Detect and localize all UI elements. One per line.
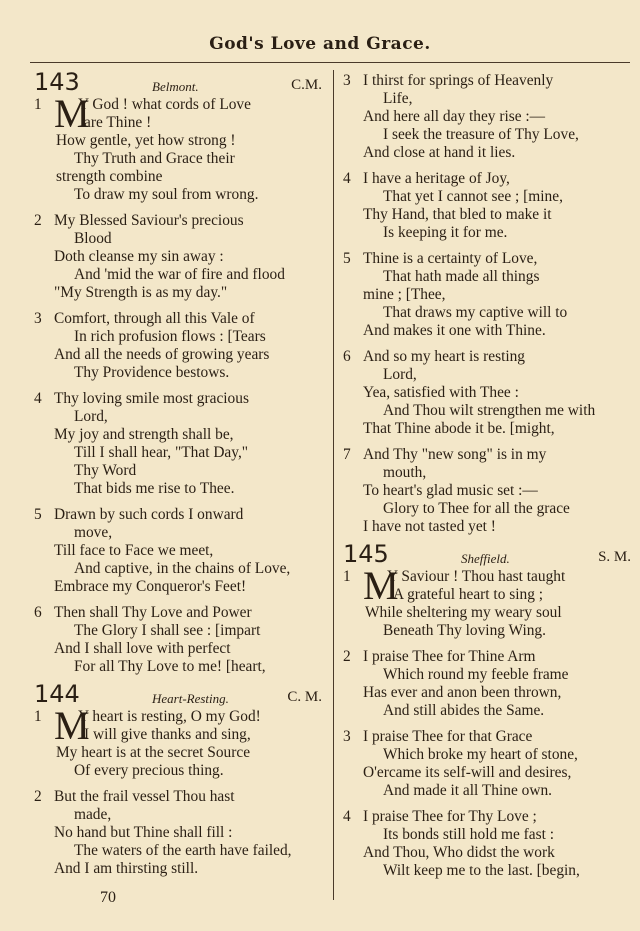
stanza-number: 5	[34, 506, 42, 523]
stanza-number: 1	[34, 96, 42, 113]
hymn-meter: S. M.	[598, 549, 631, 565]
verse-line: To draw my soul from wrong.	[74, 186, 259, 203]
verse-line: That yet I cannot see ; [mine,	[383, 188, 563, 205]
stanza-number: 1	[34, 708, 42, 725]
verse-line: And makes it one with Thine.	[363, 322, 546, 339]
verse-line: Of every precious thing.	[74, 762, 224, 779]
verse-line: My heart is at the secret Source	[56, 744, 251, 761]
verse-line: And close at hand it lies.	[363, 144, 516, 161]
stanza-number: 3	[343, 728, 351, 745]
verse-line: And so my heart is resting	[363, 348, 526, 365]
verse-line: Beneath Thy loving Wing.	[383, 622, 546, 639]
verse-line: And Thou, Who didst the work	[363, 844, 555, 861]
verse-line: And Thou wilt strengthen me with	[383, 402, 596, 419]
verse-line: Drawn by such cords I onward	[54, 506, 244, 523]
stanza-number: 4	[343, 170, 351, 187]
verse-line: Which round my feeble frame	[383, 666, 569, 683]
verse-line: That bids me rise to Thee.	[74, 480, 235, 497]
verse-line: mouth,	[383, 464, 427, 481]
verse-line: mine ; [Thee,	[363, 286, 446, 303]
stanza	[343, 446, 635, 536]
hymn-number: 145	[343, 540, 389, 568]
verse-line: I will give thanks and sing,	[84, 726, 251, 743]
verse-line: move,	[74, 524, 113, 541]
verse-line: Embrace my Conqueror's Feet!	[54, 578, 247, 595]
verse-line: Life,	[383, 90, 413, 107]
verse-line: I have a heritage of Joy,	[363, 170, 510, 187]
verse-line: And Thy "new song" is in my	[363, 446, 547, 463]
verse-line: That Thine abode it be. [might,	[363, 420, 555, 437]
verse-line: Till face to Face we meet,	[54, 542, 214, 559]
verse-line: Lord,	[74, 408, 108, 425]
verse-line: are Thine !	[84, 114, 152, 131]
stanza	[343, 72, 635, 162]
verse-line: My joy and strength shall be,	[54, 426, 234, 443]
verse-line: The Glory I shall see : [impart	[74, 622, 261, 639]
verse-line: No hand but Thine shall fill :	[54, 824, 233, 841]
verse-line: Doth cleanse my sin away :	[54, 248, 224, 265]
verse-line: "My Strength is as my day."	[54, 284, 228, 301]
verse-line: And I am thirsting still.	[54, 860, 199, 877]
verse-line: And still abides the Same.	[383, 702, 545, 719]
verse-line: For all Thy Love to me! [heart,	[74, 658, 266, 675]
stanza-number: 3	[34, 310, 42, 327]
verse-line: Thy Hand, that bled to make it	[363, 206, 552, 223]
verse-line: And I shall love with perfect	[54, 640, 231, 657]
verse-line: But the frail vessel Thou hast	[54, 788, 235, 805]
stanza	[34, 91, 326, 204]
verse-line: Thy Truth and Grace their	[74, 150, 235, 167]
stanza	[34, 604, 326, 676]
stanza-number: 2	[34, 788, 42, 805]
verse-line: Thy Providence bestows.	[74, 364, 230, 381]
stanza-number: 3	[343, 72, 351, 89]
verse-line: Then shall Thy Love and Power	[54, 604, 252, 621]
stanza-number: 4	[343, 808, 351, 825]
verse-line: Y God ! what cords of Love	[78, 96, 251, 113]
verse-line: Wilt keep me to the last. [begin,	[383, 862, 580, 879]
verse-line: And 'mid the war of fire and flood	[74, 266, 285, 283]
stanza-number: 6	[34, 604, 42, 621]
stanza	[343, 348, 635, 438]
verse-line: In rich profusion flows : [Tears	[74, 328, 266, 345]
stanza-number: 6	[343, 348, 351, 365]
verse-line: I praise Thee for that Grace	[363, 728, 533, 745]
verse-line: Yea, satisfied with Thee :	[363, 384, 519, 401]
stanza-number: 2	[343, 648, 351, 665]
verse-line: I praise Thee for Thine Arm	[363, 648, 536, 665]
stanza	[343, 170, 635, 242]
stanza	[34, 506, 326, 596]
stanza	[343, 808, 635, 880]
tune-name: Sheffield.	[461, 551, 510, 566]
verse-line: Is keeping it for me.	[383, 224, 508, 241]
stanza	[34, 390, 326, 498]
verse-line: Comfort, through all this Vale of	[54, 310, 255, 327]
page-number: 70	[100, 889, 116, 906]
stanza	[34, 788, 326, 878]
page-header: God's Love and Grace.	[209, 34, 431, 54]
hymn-meter: C. M.	[287, 689, 322, 705]
verse-line: Y heart is resting, O my God!	[78, 708, 261, 725]
verse-line: Thine is a certainty of Love,	[363, 250, 538, 267]
verse-line: O'ercame its self-will and desires,	[363, 764, 572, 781]
stanza-number: 7	[343, 446, 351, 463]
verse-line: Which broke my heart of stone,	[383, 746, 578, 763]
verse-line: made,	[74, 806, 112, 823]
verse-line: That draws my captive will to	[383, 304, 568, 321]
verse-line: Thy Word	[74, 462, 137, 479]
verse-line: How gentle, yet how strong !	[56, 132, 236, 149]
verse-line: I have not tasted yet !	[363, 518, 496, 535]
tune-name: Belmont.	[152, 79, 199, 94]
stanza	[34, 310, 326, 382]
tune-name: Heart-Resting.	[152, 691, 229, 706]
verse-line: And all the needs of growing years	[54, 346, 270, 363]
drop-cap: M	[54, 91, 90, 136]
stanza	[34, 703, 326, 780]
stanza	[343, 728, 635, 800]
verse-line: A grateful heart to sing ;	[393, 586, 544, 603]
stanza-number: 1	[343, 568, 351, 585]
stanza	[343, 563, 635, 640]
hymn-number: 144	[34, 680, 80, 708]
verse-line: Till I shall hear, "That Day,"	[74, 444, 249, 461]
stanza	[34, 212, 326, 302]
verse-line: Glory to Thee for all the grace	[383, 500, 570, 517]
verse-line: Y Saviour ! Thou hast taught	[387, 568, 566, 585]
stanza-number: 2	[34, 212, 42, 229]
verse-line: That hath made all things	[383, 268, 540, 285]
stanza	[343, 250, 635, 340]
verse-line: Has ever and anon been thrown,	[363, 684, 562, 701]
verse-line: And captive, in the chains of Love,	[74, 560, 291, 577]
verse-line: I thirst for springs of Heavenly	[363, 72, 554, 89]
stanza-number: 5	[343, 250, 351, 267]
verse-line: While sheltering my weary soul	[365, 604, 562, 621]
verse-line: Its bonds still hold me fast :	[383, 826, 555, 843]
header-rule	[30, 62, 630, 63]
verse-line: I praise Thee for Thy Love ;	[363, 808, 537, 825]
verse-line: Thy loving smile most gracious	[54, 390, 249, 407]
verse-line: The waters of the earth have failed,	[74, 842, 292, 859]
drop-cap: M	[54, 703, 90, 748]
verse-line: My Blessed Saviour's precious	[54, 212, 244, 229]
verse-line: Blood	[74, 230, 112, 247]
verse-line: To heart's glad music set :—	[363, 482, 538, 499]
hymn-meter: C.M.	[291, 77, 322, 93]
verse-line: Lord,	[383, 366, 417, 383]
verse-line: And here all day they rise :—	[363, 108, 546, 125]
right-column	[343, 72, 635, 888]
verse-line: And made it all Thine own.	[383, 782, 552, 799]
left-column	[34, 68, 326, 886]
verse-line: strength combine	[56, 168, 163, 185]
drop-cap: M	[363, 563, 399, 608]
stanza-number: 4	[34, 390, 42, 407]
hymn-number: 143	[34, 68, 80, 96]
verse-line: I seek the treasure of Thy Love,	[383, 126, 579, 143]
column-divider	[333, 70, 334, 900]
stanza	[343, 648, 635, 720]
